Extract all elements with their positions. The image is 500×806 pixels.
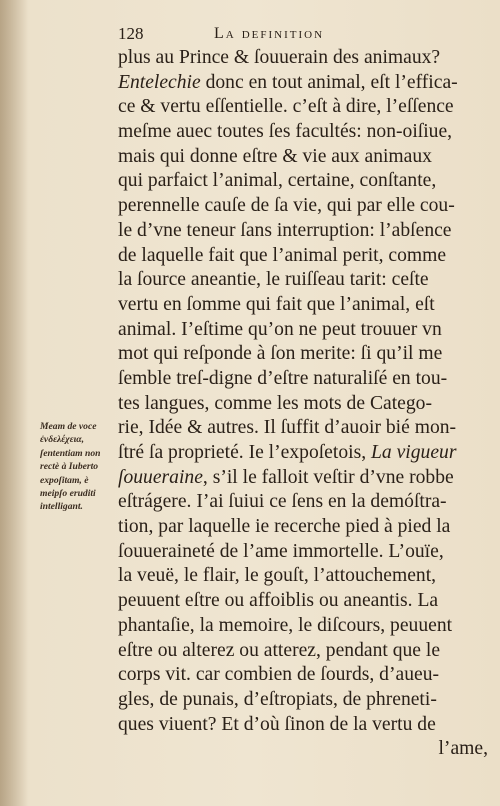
- margin-note-line: ἐνδελέχεια,: [40, 434, 85, 446]
- text-line: tion, par laquelle ie recerche pied à pied la: [118, 516, 451, 538]
- running-head: La definition: [214, 25, 325, 42]
- text-line: mais qui donne eſtre & vie aux animaux: [118, 145, 432, 167]
- text-line: ce & vertu eſſentielle. c’eſt à dire, l’eſſence: [118, 96, 454, 118]
- page-gutter-shadow: [0, 0, 28, 806]
- text-line: eſtrágere. I’ai ſuiui ce ſens en la demóſtra-: [118, 491, 447, 513]
- margin-note-line: expoſitam, è: [40, 474, 89, 486]
- text-line: le d’vne teneur ſans interruption: l’abſence: [118, 219, 452, 241]
- text-line: meſme auec toutes ſes facultés: non-oiſiue,: [118, 121, 453, 143]
- text-line: rie, Idée & autres. Il ſuffit d’auoir bié mon-: [118, 417, 457, 439]
- text-line: peuuent eſtre ou affoiblis ou aneantis. La: [118, 590, 439, 612]
- text-line: ques viuent? Et d’où ſinon de la vertu de: [118, 713, 436, 735]
- text-line: eſtre ou alterez ou atterez, pendant que le: [118, 639, 441, 661]
- text-line: plus au Prince & ſouuerain des animaux?: [118, 47, 441, 68]
- margin-note: [40, 420, 124, 514]
- text-line: ſemble treſ-digne d’eſtre naturaliſé en tou-: [118, 367, 448, 389]
- text-line: ſtré ſa proprieté. Ie l’expoſetois, La vigueur: [118, 442, 457, 463]
- page-number: 128: [118, 24, 144, 43]
- catchword: l’ame,: [438, 738, 488, 760]
- text-line: la ſource aneantie, le ruiſſeau tarit: ceſte: [118, 269, 429, 291]
- text-line: perennelle cauſe de ſa vie, qui par elle cou-: [118, 195, 455, 217]
- text-line: Entelechie donc en tout animal, eſt l’effica-: [118, 71, 458, 93]
- text-line: tes langues, comme les mots de Catego-: [118, 392, 432, 414]
- margin-note-line: Meam de voce: [40, 421, 97, 432]
- text-line: corps vit. car combien de ſourds, d’aueu-: [118, 664, 440, 686]
- text-line: animal. I’eſtime qu’on ne peut trouuer vn: [118, 318, 442, 340]
- text-line: phantaſie, la memoire, le diſcours, peuuent: [118, 614, 453, 636]
- margin-note-line: meipſo eruditi: [40, 487, 96, 499]
- page-header: [118, 24, 488, 46]
- text-line: gles, de punais, d’eſtropiats, de phreneti-: [118, 688, 437, 710]
- margin-note-line: intelligant.: [40, 501, 83, 513]
- margin-note-line: rectè à Iuberto: [40, 461, 99, 473]
- text-italic: La vigueur: [371, 442, 457, 463]
- text-line: ſouueraine, s’il le falloit veſtir d’vne robbe: [118, 466, 454, 488]
- text-line: mot qui reſponde à ſon merite: ſi qu’il me: [118, 343, 443, 365]
- text-line: de laquelle fait que l’animal perit, comme: [118, 244, 447, 266]
- text-line: ſouueraineté de l’ame immortelle. L’ouïe,: [118, 540, 444, 562]
- text-line: qui parfaict l’animal, certaine, conſtante,: [118, 170, 437, 192]
- body-text: [118, 46, 488, 762]
- text-line: la veuë, le flair, le gouſt, l’attouchement,: [118, 565, 437, 587]
- text-italic: Entelechie: [118, 71, 201, 93]
- text-italic: ſouueraine: [118, 466, 203, 488]
- margin-note-line: ſententiam non: [40, 447, 101, 459]
- text-line: vertu en ſomme qui fait que l’animal, eſt: [118, 293, 435, 315]
